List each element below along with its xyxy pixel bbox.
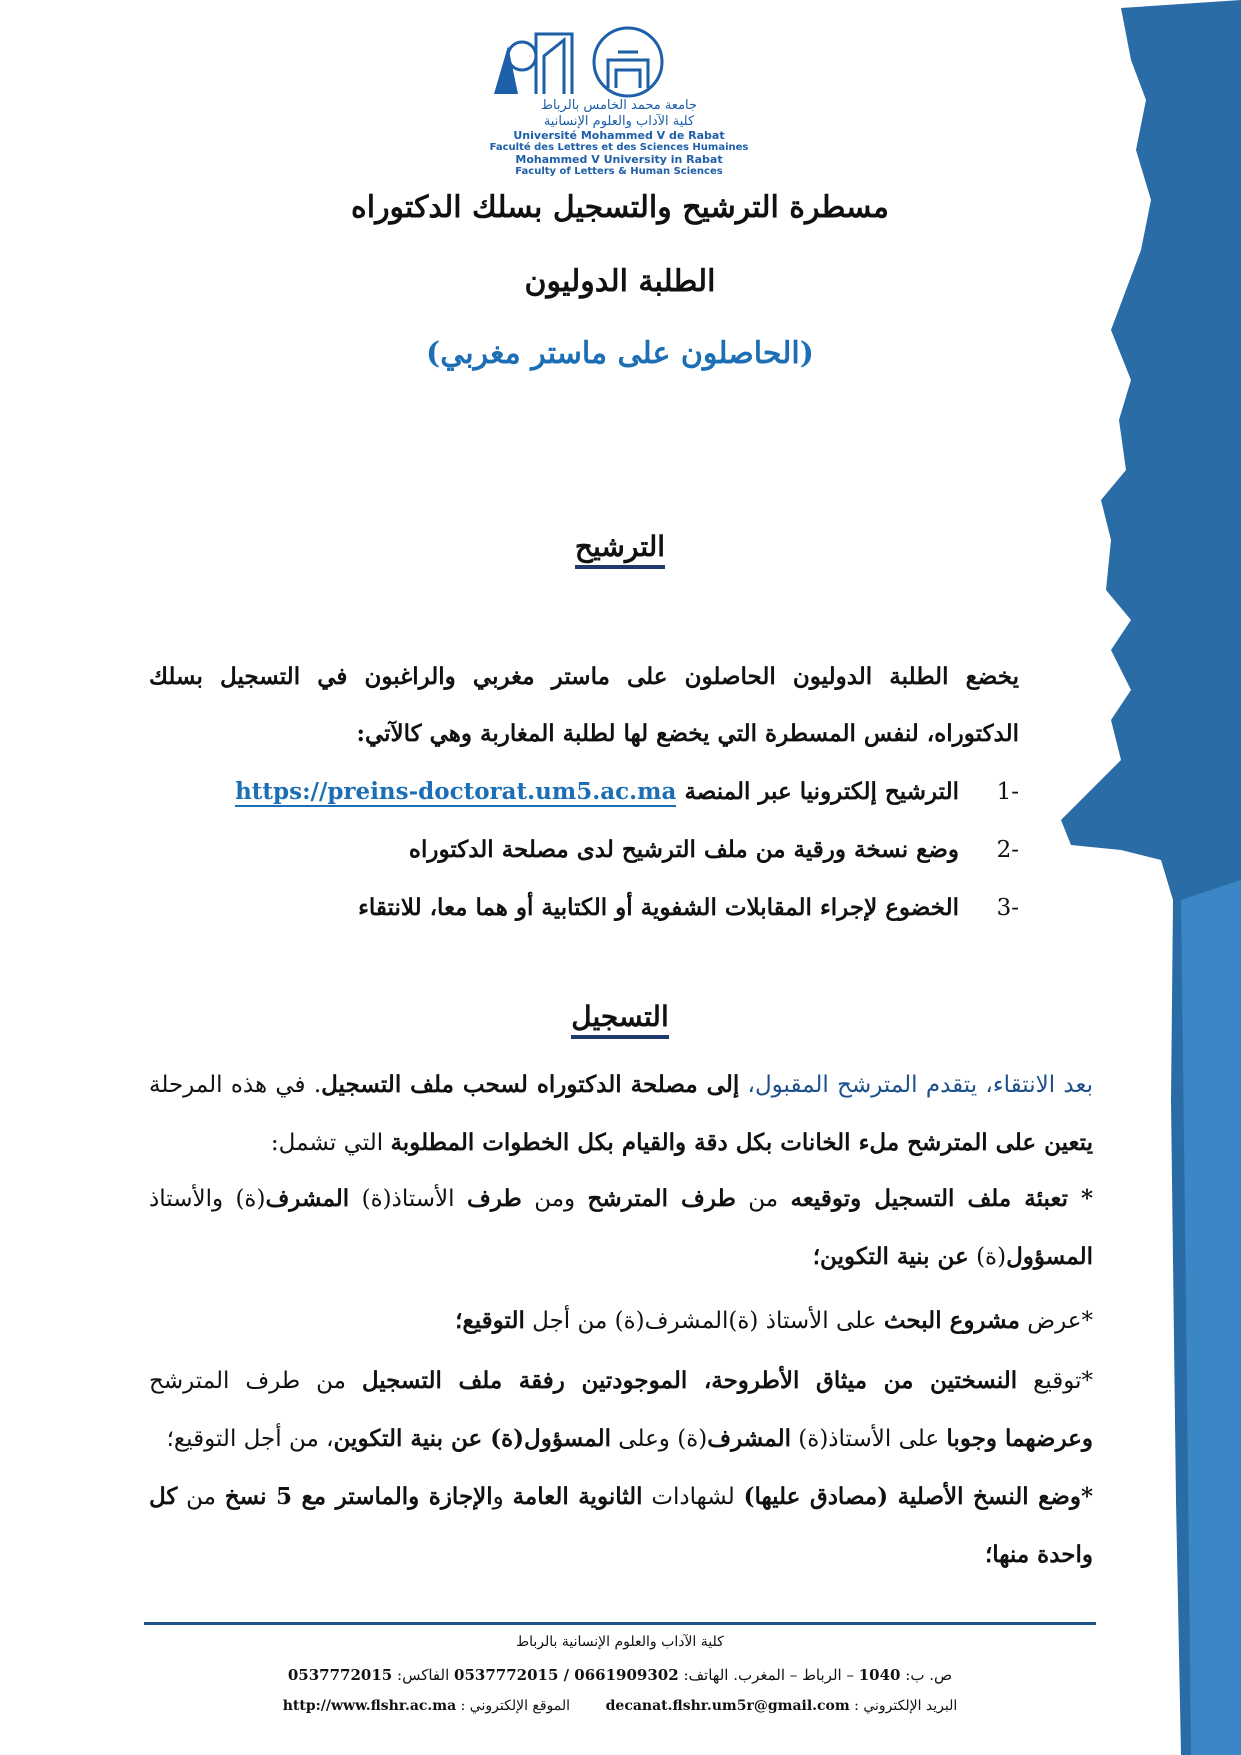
logo-english-line-1: Mohammed V University in Rabat	[515, 153, 723, 166]
footer-website[interactable]: http://www.flshr.ac.ma	[282, 1698, 457, 1714]
step-number: -2	[996, 837, 1019, 863]
logo-text-block	[488, 98, 750, 178]
step-text: وضع نسخة ورقية من ملف الترشيح لدى مصلحة الدكتوراه	[408, 836, 959, 863]
candidacy-step-2	[149, 830, 1019, 870]
logo-arabic-line-2: كلية الآداب والعلوم الإنسانية	[543, 114, 695, 129]
page-title: مسطرة الترشيح والتسجيل بسلك الدكتوراه	[351, 190, 889, 225]
page-subtitle: الطلبة الدوليون	[524, 264, 716, 299]
logo-english-line-2: Faculty of Letters & Human Sciences	[515, 166, 723, 177]
registration-paragraph-2: * تعبئة ملف التسجيل وتوقيعه من طرف المترشح ومن طرف الأستاذ(ة) المشرف(ة) والأستاذ المسؤول(ة) عن بنية التكوين؛	[149, 1185, 1094, 1270]
logo-arabic-line-1: جامعة محمد الخامس بالرباط	[540, 98, 698, 113]
preins-platform-link[interactable]: https://preins-doctorat.um5.ac.ma	[235, 778, 677, 805]
registration-paragraph-1: بعد الانتقاء، يتقدم المترشح المقبول، إلى مصلحة الدكتوراه لسحب ملف التسجيل. في هذه المرحلة يتعين على المترشح ملء الخانات بكل دقة والقيام بكل الخطوات المطلوبة التي تشمل:	[149, 1071, 1093, 1156]
step-number: -1	[996, 779, 1019, 805]
footer-contact-line: ص. ب: 1040 – الرباط – المغرب. الهاتف: 0537772015 / 0661909302 الفاكس: 0537772015	[287, 1666, 953, 1684]
logo-french-line-2: Faculté des Lettres et des Sciences Humaines	[489, 142, 749, 153]
step-text: الخضوع لإجراء المقابلات الشفوية أو الكتابية أو هما معا، للانتقاء	[358, 894, 959, 921]
registration-paragraph-5: *وضع النسخ الأصلية (مصادق عليها) لشهادات الثانوية العامة والإجازة والماستر مع 5 نسخ من كل واحدة منها؛	[149, 1483, 1094, 1568]
logo-french-line-1: Université Mohammed V de Rabat	[513, 129, 725, 142]
candidacy-step-1	[149, 772, 1019, 812]
step-number: -3	[996, 895, 1019, 921]
page-subtitle-note: (الحاصلون على ماستر مغربي)	[426, 336, 814, 371]
step-text: الترشيح إلكترونيا عبر المنصة	[684, 778, 959, 805]
footer-web-line: البريد الإلكتروني : decanat.flshr.um5r@gmail.com الموقع الإلكتروني : http://www.flshr.ac.ma	[282, 1698, 958, 1714]
candidacy-intro: يخضع الطلبة الدوليون الحاصلون على ماستر مغربي والراغبون في التسجيل بسلك الدكتوراه، لنفس المسطرة التي يخضع لها لطلبة المغاربة وهي كالآتي:	[149, 663, 1019, 747]
footer-divider	[144, 1622, 1096, 1625]
registration-paragraph-3: *عرض مشروع البحث على الأستاذ (ة)المشرف(ة) من أجل التوقيع؛	[455, 1307, 1093, 1334]
candidacy-heading: الترشيح	[420, 530, 820, 563]
registration-heading: التسجيل	[420, 1000, 820, 1033]
footer-email[interactable]: decanat.flshr.um5r@gmail.com	[605, 1698, 850, 1714]
footer-faculty-name: كلية الآداب والعلوم الإنسانية بالرباط	[516, 1634, 724, 1650]
registration-paragraph-4: *توقيع النسختين من ميثاق الأطروحة، الموجودتين رفقة ملف التسجيل من طرف المترشح وعرضهما وجوبا على الأستاذ(ة) المشرف(ة) وعلى المسؤول(ة) عن بنية التكوين، من أجل التوقيع؛	[149, 1367, 1094, 1452]
candidacy-step-3	[149, 888, 1019, 928]
